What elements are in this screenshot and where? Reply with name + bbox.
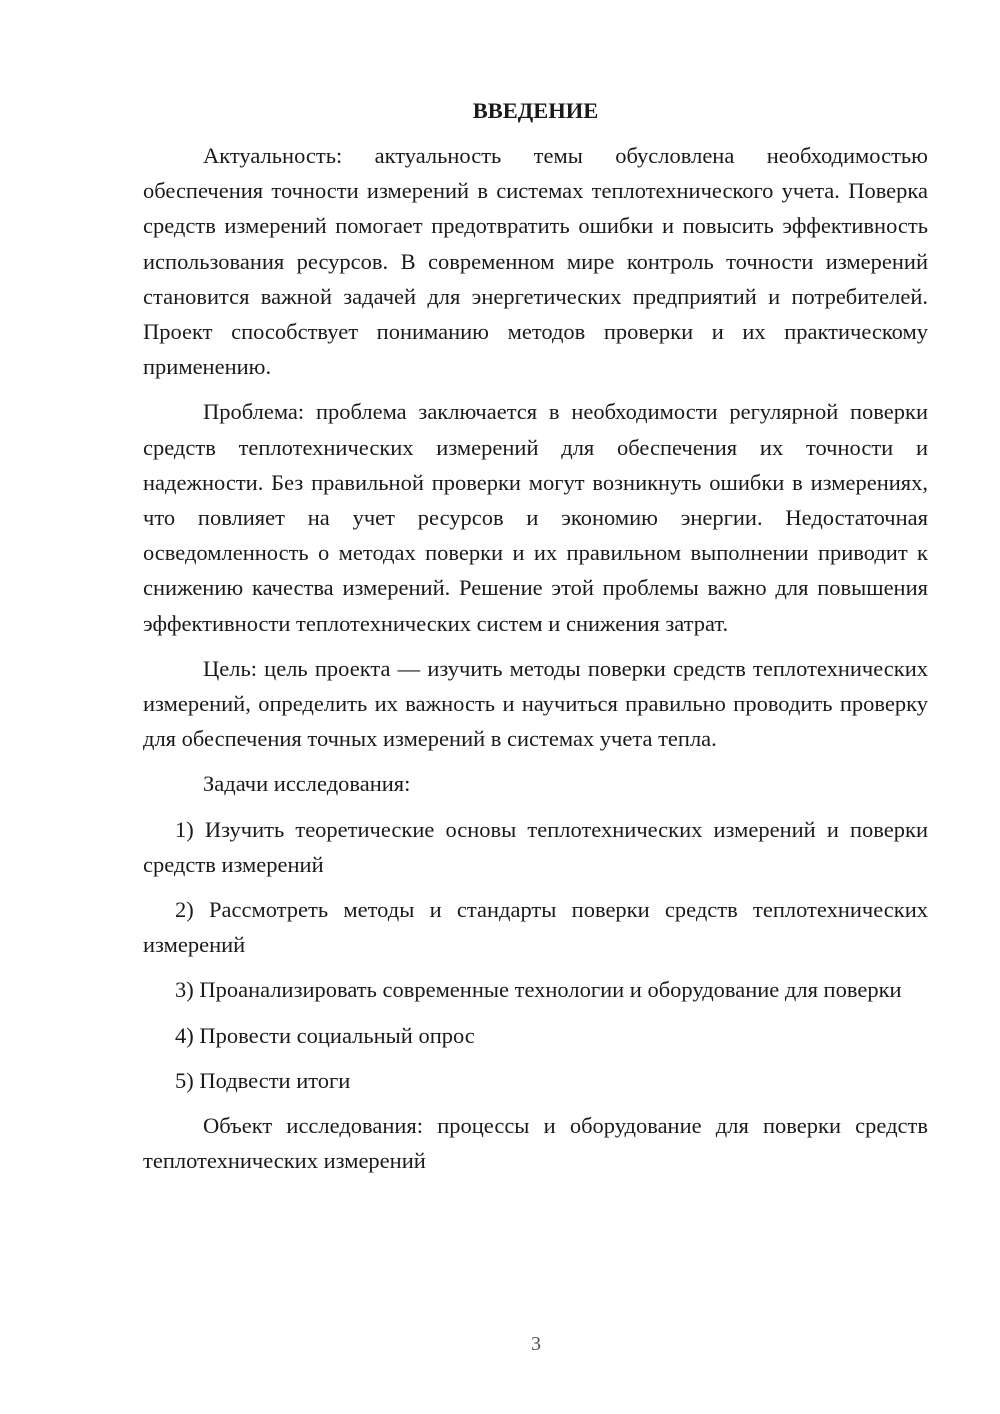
- paragraph-relevance: Актуальность: актуальность темы обусловлена необходимостью обеспечения точности измерений в системах теплотехнического учета. Поверка средств измерений помогает предотвратить ошибки и повысить эффективность использования ресурсов. В современном мире контроль точности измерений становится важной задачей для энергетических предприятий и потребителей. Проект способствует пониманию методов проверки и их практическому применению.: [143, 143, 928, 380]
- tasks-list: [143, 812, 928, 1098]
- paragraph-goal: Цель: цель проекта — изучить методы поверки средств теплотехнических измерений, определить их важность и научиться правильно проводить проверку для обеспечения точных измерений в системах учета тепла.: [143, 655, 928, 752]
- document-page: [143, 96, 928, 1188]
- page-number: 3: [531, 1333, 541, 1355]
- task-item: 4) Провести социальный опрос: [175, 1022, 475, 1048]
- task-item: 2) Рассмотреть методы и стандарты поверки средств теплотехнических измерений: [143, 897, 928, 958]
- paragraph-object: Объект исследования: процессы и оборудование для поверки средств теплотехнических измерений: [143, 1113, 928, 1174]
- page-title: ВВЕДЕНИЕ: [472, 98, 599, 123]
- task-item: 1) Изучить теоретические основы теплотехнических измерений и поверки средств измерений: [143, 816, 928, 877]
- task-item: 3) Проанализировать современные технологии и оборудование для поверки: [175, 977, 902, 1003]
- tasks-heading: Задачи исследования:: [203, 771, 411, 797]
- paragraph-problem: Проблема: проблема заключается в необходимости регулярной поверки средств теплотехнических измерений для обеспечения их точности и надежности. Без правильной проверки могут возникнуть ошибки в измерениях, что повлияет на учет ресурсов и экономию энергии. Недостаточная осведомленность о методах поверки и их правильном выполнении приводит к снижению качества измерений. Решение этой проблемы важно для повышения эффективности теплотехнических систем и снижения затрат.: [143, 399, 928, 636]
- task-item: 5) Подвести итоги: [175, 1067, 351, 1093]
